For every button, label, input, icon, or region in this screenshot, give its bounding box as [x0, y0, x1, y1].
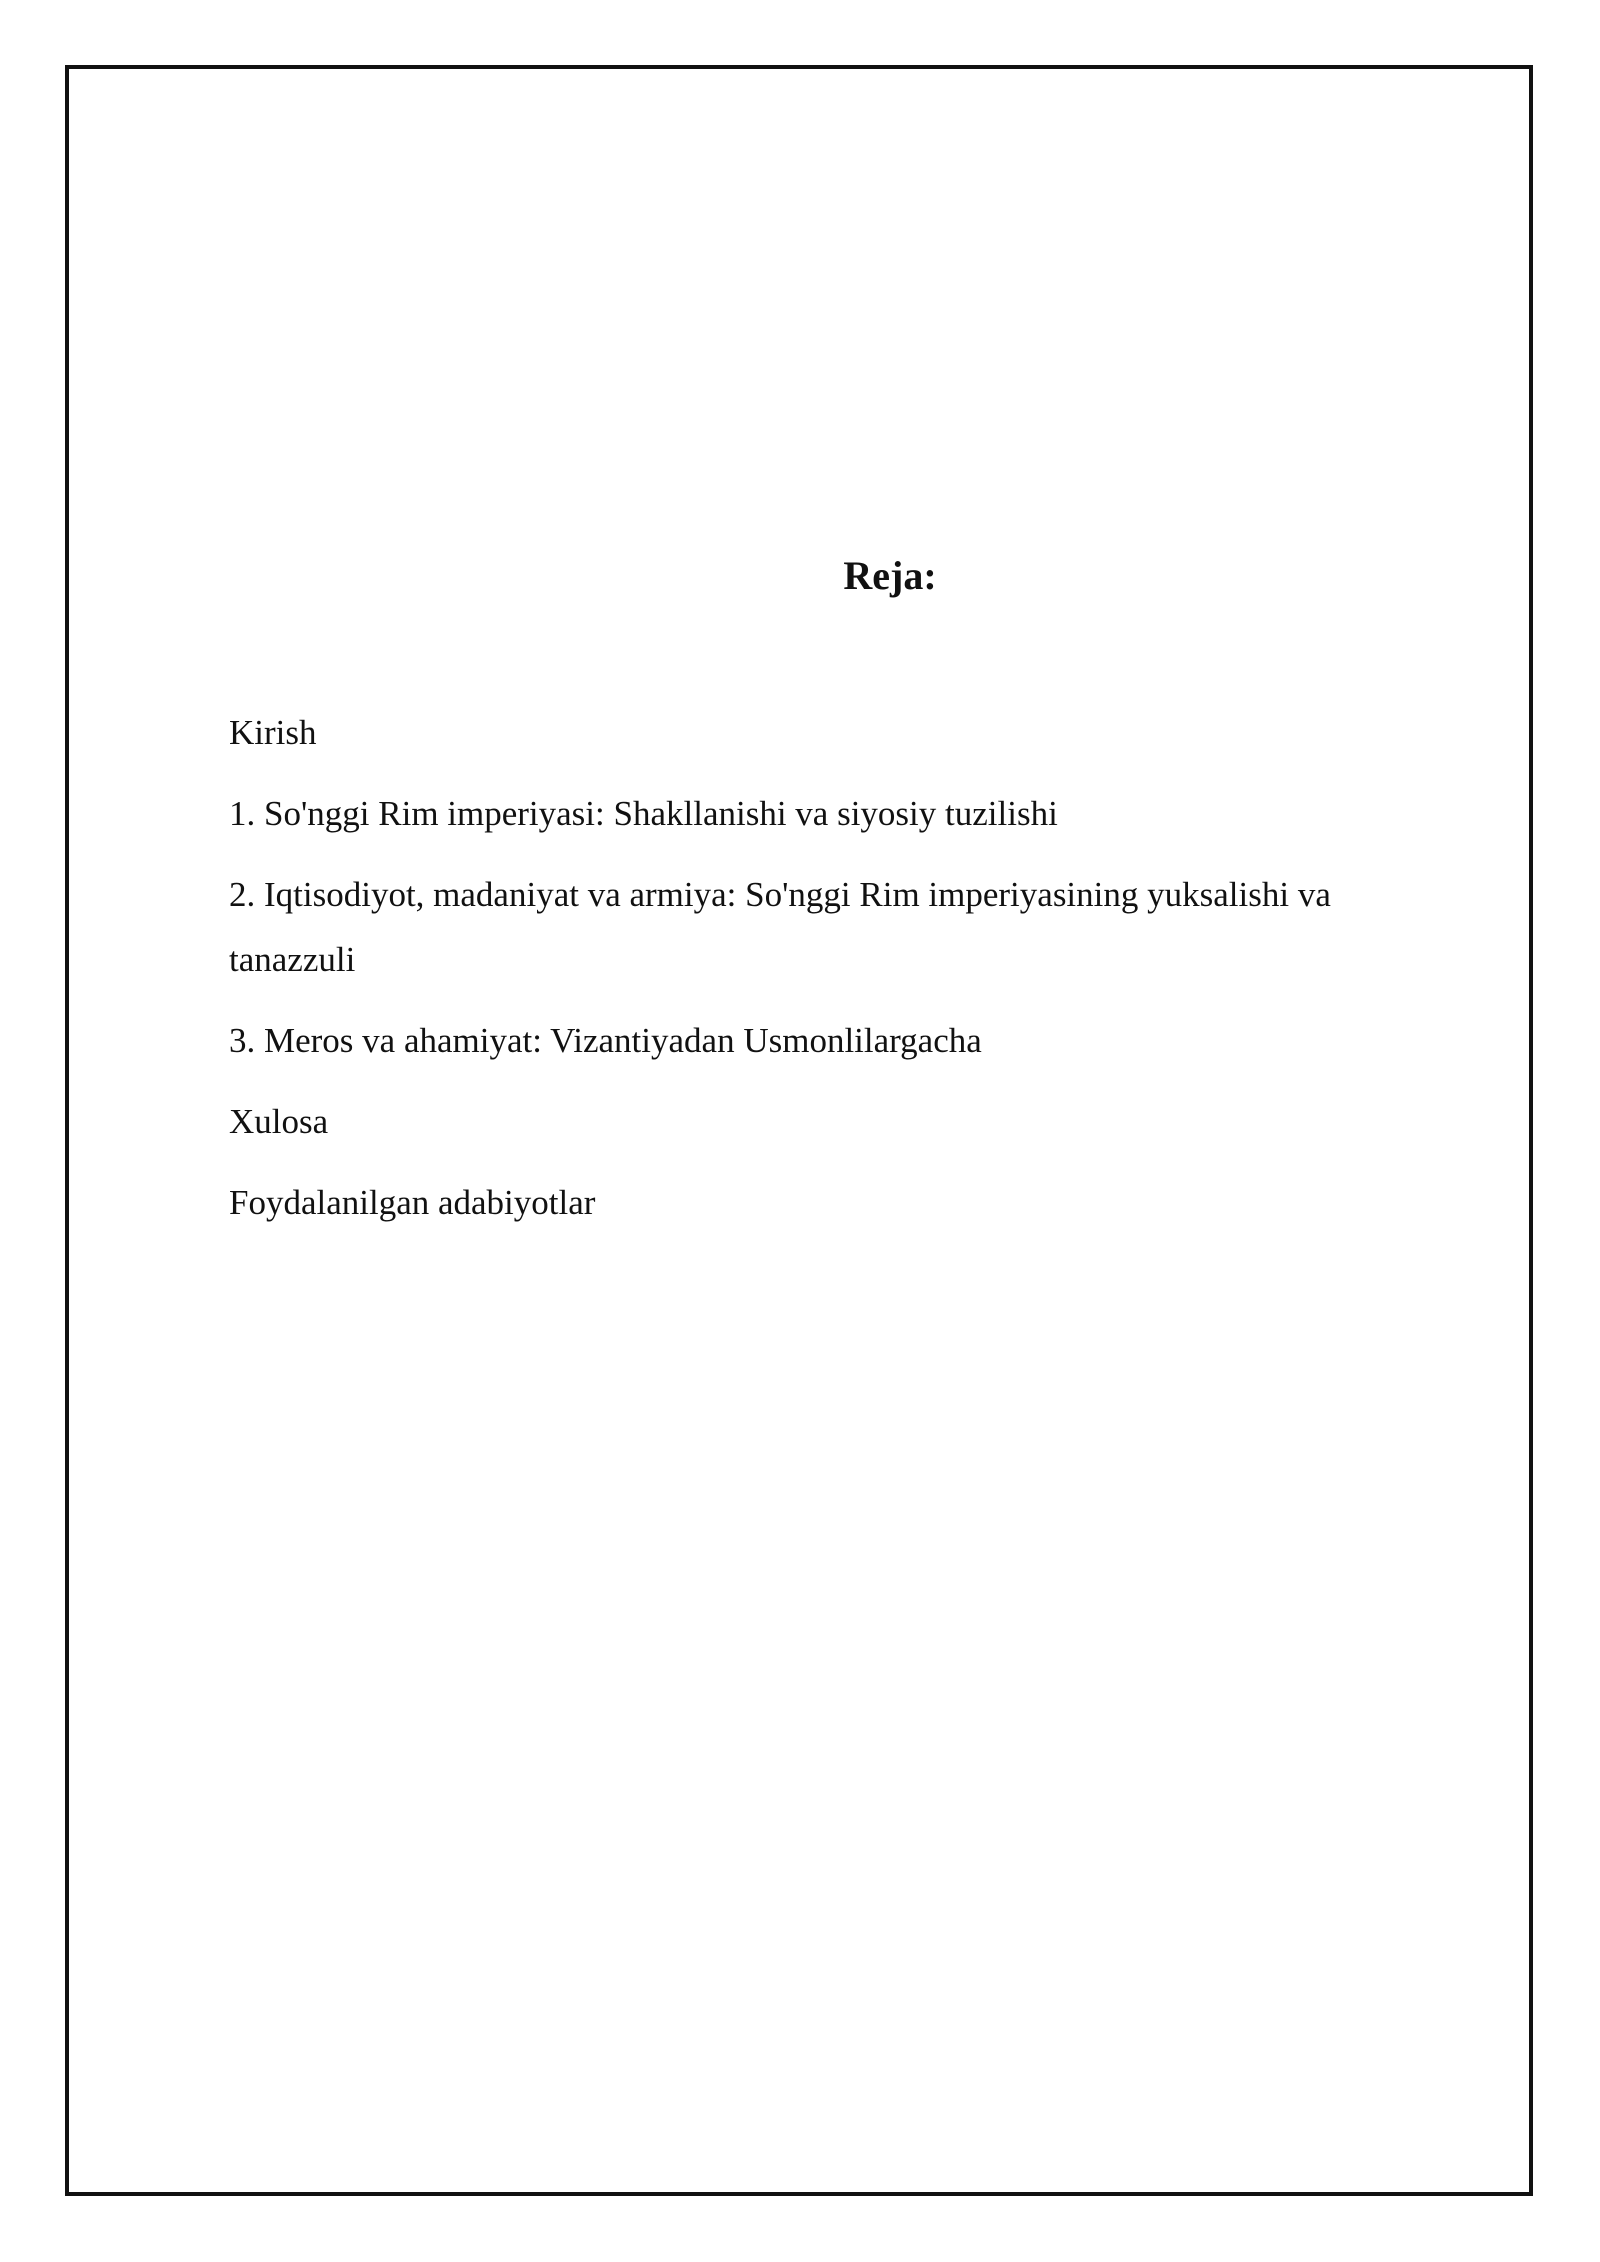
plan-item-1: 1. So'nggi Rim imperiyasi: Shakllanishi va siyosiy tuzilishi [229, 794, 1058, 833]
plan-list [229, 700, 1449, 1251]
plan-item-references: Foydalanilgan adabiyotlar [229, 1183, 596, 1222]
plan-item-3: 3. Meros va ahamiyat: Vizantiyadan Usmonlilargacha [229, 1021, 982, 1060]
page-title [0, 552, 1600, 600]
plan-item-conclusion: Xulosa [229, 1102, 329, 1141]
plan-item-2: 2. Iqtisodiyot, madaniyat va armiya: So'nggi Rim imperiyasining yuksalishi va tanazzuli [229, 875, 1331, 979]
plan-heading: Reja: [843, 553, 937, 598]
plan-item-introduction: Kirish [229, 713, 317, 752]
